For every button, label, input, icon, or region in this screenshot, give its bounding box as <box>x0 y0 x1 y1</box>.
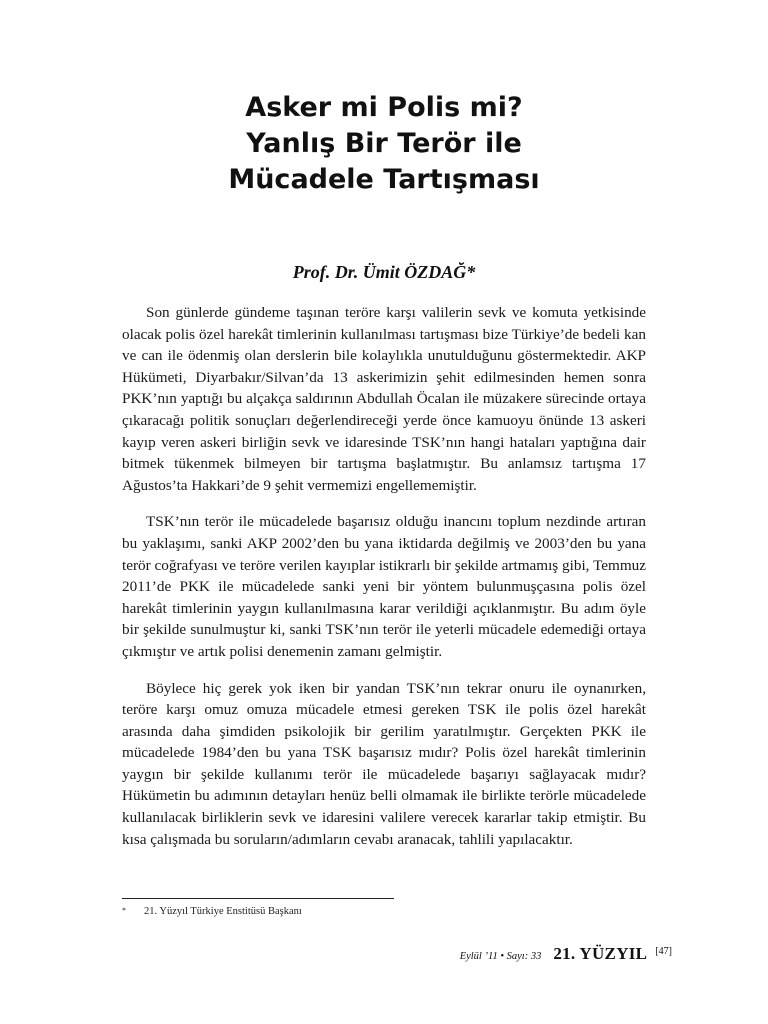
article-body <box>122 302 646 865</box>
journal-name: 21. YÜZYIL <box>553 944 648 963</box>
title-line-2: Yanlış Bir Terör ile <box>246 128 522 159</box>
page-footer <box>460 944 672 964</box>
footnote <box>122 906 522 917</box>
issue-info: Eylül ’11 • Sayı: 33 <box>459 951 542 962</box>
footnote-mark: * <box>122 906 126 915</box>
title-line-1: Asker mi Polis mi? <box>245 92 523 123</box>
paragraph-1: Son günlerde gündeme taşınan teröre karşı valilerin sevk ve komuta yetkisinde olacak polis özel harekât timlerinin kullanılması tartışması bize Türkiye’de bedeli kan ve can ile ödenmiş olan derslerin bile kolaylıkla unutulduğunu göstermektedir. AKP Hükümeti, Diyarbakır/Silvan’da 13 askerimizin şehit edilmesinden hemen sonra PKK’nın yaptığı bu alçakça saldırının Abdullah Öcalan ile müzakere sürecinde ortaya çıkaracağı politik sonuçları değerlendireceği yerde önce kamuoyu önünde 13 askeri kayıp veren askeri birliğin sevk ve idaresinde TSK’nın hangi hataları yaptığına dair bitmek tükenmek bilmeyen bir tartışma başlatmıştır. Bu anlamsız tartışma 17 Ağustos’ta Hakkari’de 9 şehit vermemizi engellememiştir. <box>122 304 646 494</box>
footnote-divider <box>122 898 394 899</box>
page-number: [47] <box>655 946 672 957</box>
footnote-text: 21. Yüzyıl Türkiye Enstitüsü Başkanı <box>144 906 302 917</box>
paragraph-3: Böylece hiç gerek yok iken bir yandan TSK’nın tekrar onuru ile oynanırken, teröre karşı omuz omuza mücadele etmesi gereken TSK ile polis özel harekât arasında daha şimdiden psikolojik bir gerilim yaratılmıştır. Gerçekten PKK ile mücadelede 1984’den bu yana TSK başarısız mıdır? Polis özel harekât timlerinin yaygın bir şekilde kullanımı terör ile mücadelede başarıyı sağlayacak mıdır? Hükümetin bu adımının detayları henüz belli olmamak ile birlikte terörle mücadelede kullanılacak birliklerin sevk ve idaresini valilere verecek kararlar takip etmiştir. Bu kısa çalışmada bu soruların/adımların cevabı aranacak, tahlili yapılacaktır. <box>122 679 646 848</box>
title-line-3: Mücadele Tartışması <box>228 164 540 195</box>
article-title <box>0 90 768 198</box>
author-name: Prof. Dr. Ümit ÖZDAĞ* <box>292 262 476 282</box>
paragraph-2: TSK’nın terör ile mücadelede başarısız olduğu inancını toplum nezdinde artıran bu yaklaşımı, sanki AKP 2002’den bu yana iktidarda değilmiş ve 2003’den bu yana terör coğrafyası ve teröre verilen kayıplar istikrarlı bir şekilde artmamış gibi, Temmuz 2011’de PKK ile mücadelede sanki yeni bir yöntem bulunmuşçasına polis özel harekât timlerinin yaygın kullanılmasına karar verildiği açıklanmıştır. Bu adım öyle bir şekilde sunulmuştur ki, sanki TSK’nın terör ile yeterli mücadele edemediği ortaya çıkmıştır ve artık polisi denemenin zamanı gelmiştir. <box>122 513 646 660</box>
